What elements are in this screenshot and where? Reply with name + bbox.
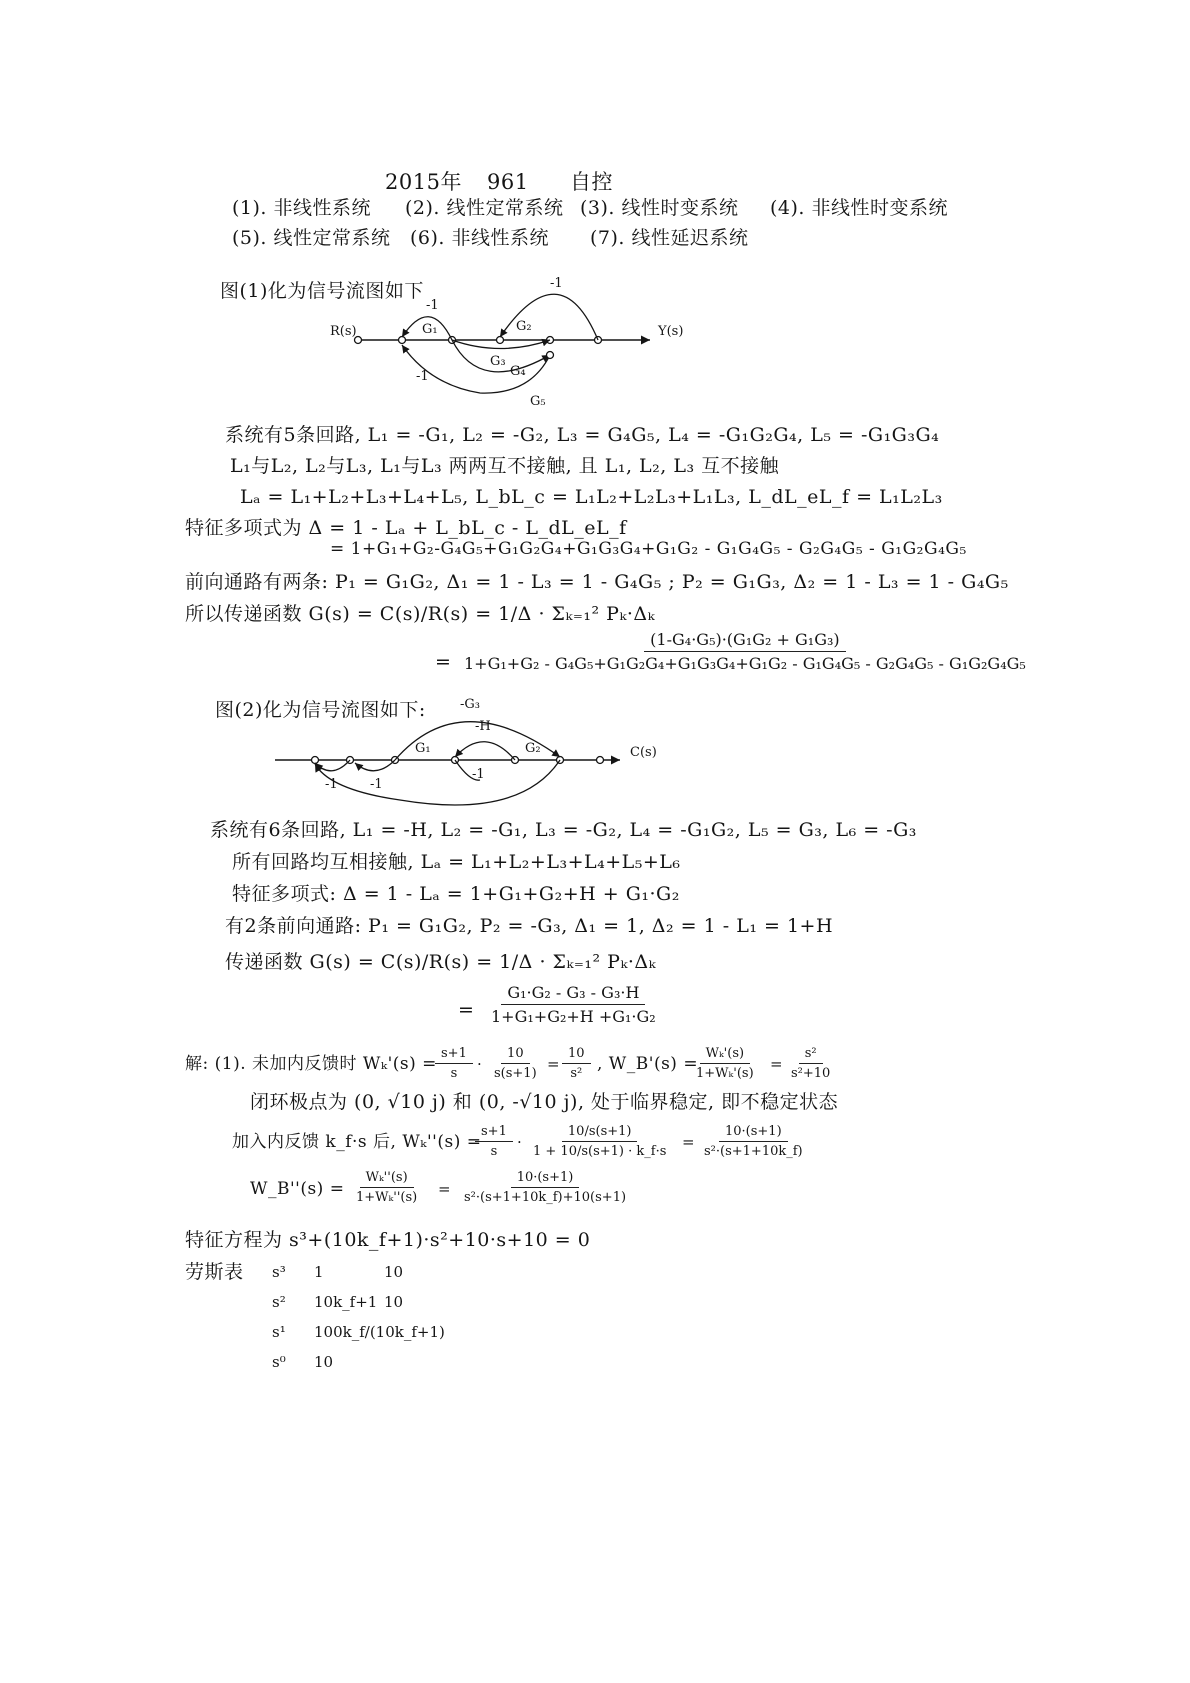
q1-item-6: (6). 非线性系统 bbox=[410, 227, 549, 249]
fig2-m1-label-b: -1 bbox=[370, 777, 383, 792]
routh-row bbox=[272, 1317, 484, 1347]
routh-col1: 100k_f/(10k_f+1) bbox=[314, 1323, 445, 1341]
routh-row bbox=[272, 1257, 484, 1287]
fig2-loops: 系统有6条回路, L₁ = -H, L₂ = -G₁, L₃ = -G₂, L₄ = -G₁G₂, L₅ = G₃, L₆ = -G₃ bbox=[210, 819, 917, 841]
q3-frac-1-den: s bbox=[450, 1066, 458, 1081]
q3-poles: 闭环极点为 (0, √10 j) 和 (0, -√10 j), 处于临界稳定, 即不稳定状态 bbox=[250, 1091, 839, 1113]
fig1-char-poly-expanded: = 1+G₁+G₂-G₄G₅+G₁G₂G₄+G₁G₃G₄+G₁G₂ - G₁G₄G₅ - G₂G₄G₅ - G₁G₂G₄G₅ bbox=[330, 539, 967, 559]
q3-frac-10-den: s²·(s+1+10k_f)+10(s+1) bbox=[464, 1190, 627, 1205]
q3-frac-5-num: s² bbox=[799, 1046, 823, 1064]
fig1-nontouching: L₁与L₂, L₂与L₃, L₁与L₃ 两两互不接触, 且 L₁, L₂, L₃ 互不接触 bbox=[230, 455, 780, 477]
fig1-tf-fraction bbox=[458, 630, 1032, 673]
q1-item-1: (1). 非线性系统 bbox=[232, 197, 371, 219]
fig1-m1-label-b: -1 bbox=[550, 276, 563, 291]
fig2-tf-fraction bbox=[485, 983, 662, 1026]
fig1-intro: 图(1)化为信号流图如下 bbox=[220, 280, 424, 302]
fig1-G5-label: G₅ bbox=[530, 394, 546, 409]
header-code: 961 bbox=[487, 170, 529, 194]
q3-frac-9-den: 1+Wₖ''(s) bbox=[356, 1190, 418, 1205]
q3-frac-1 bbox=[435, 1046, 473, 1081]
signal-flow-graph-1 bbox=[330, 275, 690, 409]
fig1-Y-label: Y(s) bbox=[658, 324, 684, 339]
fig1-m1-label-c: -1 bbox=[416, 369, 429, 384]
q3-frac-8-den: s²·(s+1+10k_f) bbox=[704, 1144, 803, 1159]
fig2-tf-numerator: G₁·G₂ - G₃ - G₃·H bbox=[501, 983, 645, 1005]
fig1-tf-denominator: 1+G₁+G₂ - G₄G₅+G₁G₂G₄+G₁G₃G₄+G₁G₂ - G₁G₄G₅ - G₂G₄G₅ - G₁G₂G₄G₅ bbox=[464, 654, 1026, 673]
q3-frac-6 bbox=[475, 1124, 513, 1159]
fig2-tf-denominator: 1+G₁+G₂+H +G₁·G₂ bbox=[491, 1007, 656, 1026]
q3-frac-8 bbox=[698, 1124, 809, 1159]
routh-row bbox=[272, 1347, 484, 1377]
fig1-G1-label: G₁ bbox=[422, 322, 438, 337]
fig1-m1-label-a: -1 bbox=[426, 298, 439, 313]
q3-frac-6-den: s bbox=[490, 1144, 498, 1159]
q3-frac-4 bbox=[690, 1046, 760, 1081]
q3-frac-10-num: 10·(s+1) bbox=[511, 1170, 580, 1188]
fig1-G4-label: G₄ bbox=[510, 364, 526, 379]
fig2-mG3-label: -G₃ bbox=[460, 697, 480, 712]
fig2-G2-label: G₂ bbox=[525, 741, 541, 756]
q3-frac-7 bbox=[527, 1124, 672, 1159]
q3-frac-3 bbox=[562, 1046, 591, 1081]
q3-line3-eq: = bbox=[682, 1133, 696, 1151]
routh-col2: 10 bbox=[384, 1293, 404, 1311]
q3-routh-label: 劳斯表 bbox=[185, 1261, 244, 1283]
routh-col1: 1 bbox=[314, 1263, 324, 1281]
fig2-G1-label: G₁ bbox=[415, 741, 431, 756]
fig1-forward-paths: 前向通路有两条: P₁ = G₁G₂, Δ₁ = 1 - L₃ = 1 - G₄G₅ ; P₂ = G₁G₃, Δ₂ = 1 - L₃ = 1 - G₄G₅ bbox=[185, 571, 1009, 593]
q3-line1-prefix: 解: (1). 未加内反馈时 Wₖ'(s) = bbox=[185, 1054, 437, 1074]
q1-item-5: (5). 线性定常系统 bbox=[232, 227, 391, 249]
header-year: 2015年 bbox=[385, 170, 462, 194]
q3-frac-3-num: 10 bbox=[562, 1046, 591, 1064]
routh-col1: 10k_f+1 bbox=[314, 1293, 378, 1311]
routh-power: s⁰ bbox=[272, 1353, 286, 1371]
fig2-touching: 所有回路均互相接触, Lₐ = L₁+L₂+L₃+L₄+L₅+L₆ bbox=[232, 851, 681, 873]
fig2-mH-label: -H bbox=[475, 719, 491, 734]
q3-frac-7-num: 10/s(s+1) bbox=[562, 1124, 638, 1142]
q3-line1-dot: · bbox=[477, 1055, 483, 1073]
routh-table bbox=[272, 1257, 484, 1377]
fig1-tf-equals: = bbox=[435, 651, 452, 673]
q3-frac-4-den: 1+Wₖ'(s) bbox=[696, 1066, 754, 1081]
q1-item-4: (4). 非线性时变系统 bbox=[770, 197, 948, 219]
fig2-tf-label: 传递函数 G(s) = C(s)/R(s) = 1/Δ · Σₖ₌₁² Pₖ·Δₖ bbox=[225, 951, 657, 973]
q3-line3-dot: · bbox=[517, 1133, 523, 1151]
q3-frac-2 bbox=[488, 1046, 543, 1081]
q3-char-eq: 特征方程为 s³+(10k_f+1)·s²+10·s+10 = 0 bbox=[185, 1229, 591, 1251]
fig2-char-poly: 特征多项式: Δ = 1 - Lₐ = 1+G₁+G₂+H + G₁·G₂ bbox=[232, 883, 680, 905]
routh-power: s¹ bbox=[272, 1323, 286, 1341]
fig2-m1-label-a: -1 bbox=[325, 777, 338, 792]
q3-frac-2-num: 10 bbox=[501, 1046, 530, 1064]
fig1-G2-label: G₂ bbox=[516, 319, 532, 334]
q3-frac-10 bbox=[458, 1170, 632, 1205]
q1-item-3: (3). 线性时变系统 bbox=[580, 197, 739, 219]
q3-line3-prefix: 加入内反馈 k_f·s 后, Wₖ''(s) = bbox=[232, 1132, 482, 1152]
q3-frac-3-den: s² bbox=[570, 1066, 583, 1081]
q3-frac-6-num: s+1 bbox=[475, 1124, 513, 1142]
q3-frac-5-den: s²+10 bbox=[791, 1066, 831, 1081]
routh-row bbox=[272, 1287, 484, 1317]
routh-col2: 10 bbox=[384, 1263, 404, 1281]
routh-power: s³ bbox=[272, 1263, 286, 1281]
fig1-loops: 系统有5条回路, L₁ = -G₁, L₂ = -G₂, L₃ = G₄G₅, L₄ = -G₁G₂G₄, L₅ = -G₁G₃G₄ bbox=[225, 424, 940, 446]
q3-line1-eq2: = bbox=[770, 1055, 784, 1073]
fig2-intro: 图(2)化为信号流图如下: bbox=[215, 699, 426, 721]
fig2-forward-paths: 有2条前向通路: P₁ = G₁G₂, P₂ = -G₃, Δ₁ = 1, Δ₂ = 1 - L₁ = 1+H bbox=[225, 915, 834, 937]
q3-frac-9 bbox=[350, 1170, 423, 1205]
signal-flow-graph-2 bbox=[270, 697, 657, 820]
fig1-G3-label: G₃ bbox=[490, 354, 506, 369]
q1-item-2: (2). 线性定常系统 bbox=[405, 197, 564, 219]
q3-frac-5 bbox=[785, 1046, 836, 1081]
fig1-char-poly: 特征多项式为 Δ = 1 - Lₐ + L_bL_c - L_dL_eL_f bbox=[185, 517, 627, 539]
q3-frac-7-den: 1 + 10/s(s+1) · k_f·s bbox=[533, 1144, 667, 1159]
q3-frac-8-num: 10·(s+1) bbox=[719, 1124, 788, 1142]
fig1-R-label: R(s) bbox=[330, 324, 357, 339]
q3-frac-9-num: Wₖ''(s) bbox=[360, 1170, 414, 1188]
fig2-m1-label-c: -1 bbox=[472, 767, 485, 782]
q3-line4-prefix: W_B''(s) = bbox=[250, 1179, 345, 1199]
fig1-sums: Lₐ = L₁+L₂+L₃+L₄+L₅, L_bL_c = L₁L₂+L₂L₃+L₁L₃, L_dL_eL_f = L₁L₂L₃ bbox=[240, 486, 943, 508]
header-subject: 自控 bbox=[570, 170, 613, 194]
fig1-tf-label: 所以传递函数 G(s) = C(s)/R(s) = 1/Δ · Σₖ₌₁² Pₖ·Δₖ bbox=[185, 603, 656, 625]
fig2-tf-equals: = bbox=[458, 999, 475, 1021]
q3-line1-mid: , W_B'(s) = bbox=[597, 1054, 699, 1074]
routh-power: s² bbox=[272, 1293, 286, 1311]
q3-line4-eq: = bbox=[438, 1180, 452, 1198]
q1-item-7: (7). 线性延迟系统 bbox=[590, 227, 749, 249]
fig1-tf-numerator: (1-G₄·G₅)·(G₁G₂ + G₁G₃) bbox=[644, 630, 845, 652]
fig2-C-label: C(s) bbox=[630, 745, 657, 760]
q3-frac-2-den: s(s+1) bbox=[494, 1066, 537, 1081]
q3-frac-1-num: s+1 bbox=[435, 1046, 473, 1064]
q3-line1-eq: = bbox=[547, 1055, 561, 1073]
q3-frac-4-num: Wₖ'(s) bbox=[700, 1046, 751, 1064]
routh-col1: 10 bbox=[314, 1353, 334, 1371]
